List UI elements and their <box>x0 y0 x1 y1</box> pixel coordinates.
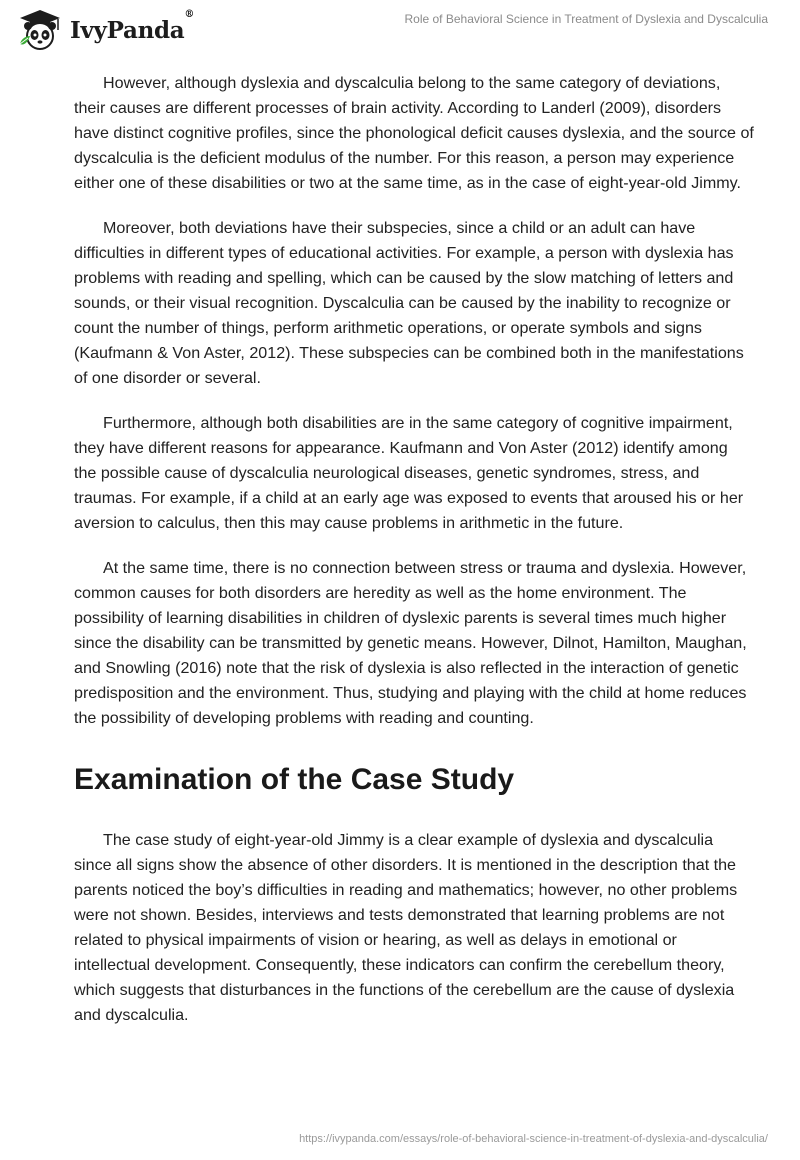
document-title: Role of Behavioral Science in Treatment of Dyslexia and Dyscalculia <box>404 12 768 26</box>
paragraph: However, although dyslexia and dyscalculia belong to the same category of deviations, their causes are different processes of brain activity. According to Landerl (2009), disorders have distinct cognitive profiles, since the phonological deficit causes dyslexia, and the source of dyscalculia is the deficient modulus of the number. For this reason, a person may experience either one of these disabilities or two at the same time, as in the case of eight-year-old Jimmy. <box>74 74 754 192</box>
essay-content <box>74 71 754 1048</box>
paragraph: The case study of eight-year-old Jimmy is a clear example of dyslexia and dyscalculia since all signs show the absence of other disorders. It is mentioned in the description that the parents noticed the boy’s difficulties in reading and mathematics; however, no other problems were not shown. Besides, interviews and tests demonstrated that learning problems are not related to physical impairments of vision or hearing, as well as delays in emotional or intellectual development. Consequently, these indicators can confirm the cerebellum theory, which suggests that disturbances in the functions of the cerebellum are the cause of dyslexia and dyscalculia. <box>74 831 738 1024</box>
paragraph: Moreover, both deviations have their subspecies, since a child or an adult can have difficulties in different types of educational activities. For example, a person with dyslexia has problems with reading and spelling, which can be caused by the slow matching of letters and sounds, or their visual recognition. Dyscalculia can be caused by the inability to recognize or count the number of things, perform arithmetic operations, or operate symbols and signs (Kaufmann & Von Aster, 2012). These subspecies can be combined both in the manifestations of one disorder or several. <box>74 219 744 387</box>
section-heading: Examination of the Case Study <box>74 763 515 796</box>
source-url[interactable]: https://ivypanda.com/essays/role-of-behavioral-science-in-treatment-of-dyslexia-and-dyscalculia/ <box>299 1133 768 1145</box>
paragraph: Furthermore, although both disabilities are in the same category of cognitive impairment, they have different reasons for appearance. Kaufmann and Von Aster (2012) identify among the possible cause of dyscalculia neurological diseases, genetic syndromes, stress, and traumas. For example, if a child at an early age was exposed to events that aroused his or her aversion to calculus, then this may cause problems in arithmetic in the future. <box>74 414 744 532</box>
panda-graduate-icon <box>16 8 64 52</box>
brand-name: IvyPanda® <box>70 8 195 44</box>
paragraph: At the same time, there is no connection between stress or trauma and dyslexia. However, common causes for both disorders are heredity as well as the home environment. The possibility of learning disabilities in children of dyslexic parents is several times much higher since the disability can be transmitted by genetic means. However, Dilnot, Hamilton, Maughan, and Snowling (2016) note that the risk of dyslexia is also reflected in the interaction of genetic predisposition and the environment. Thus, studying and playing with the child at home reduces the possibility of developing problems with reading and counting. <box>74 559 747 727</box>
registered-mark: ® <box>184 8 195 20</box>
ivypanda-logo[interactable] <box>16 8 194 52</box>
page-header <box>0 0 800 60</box>
